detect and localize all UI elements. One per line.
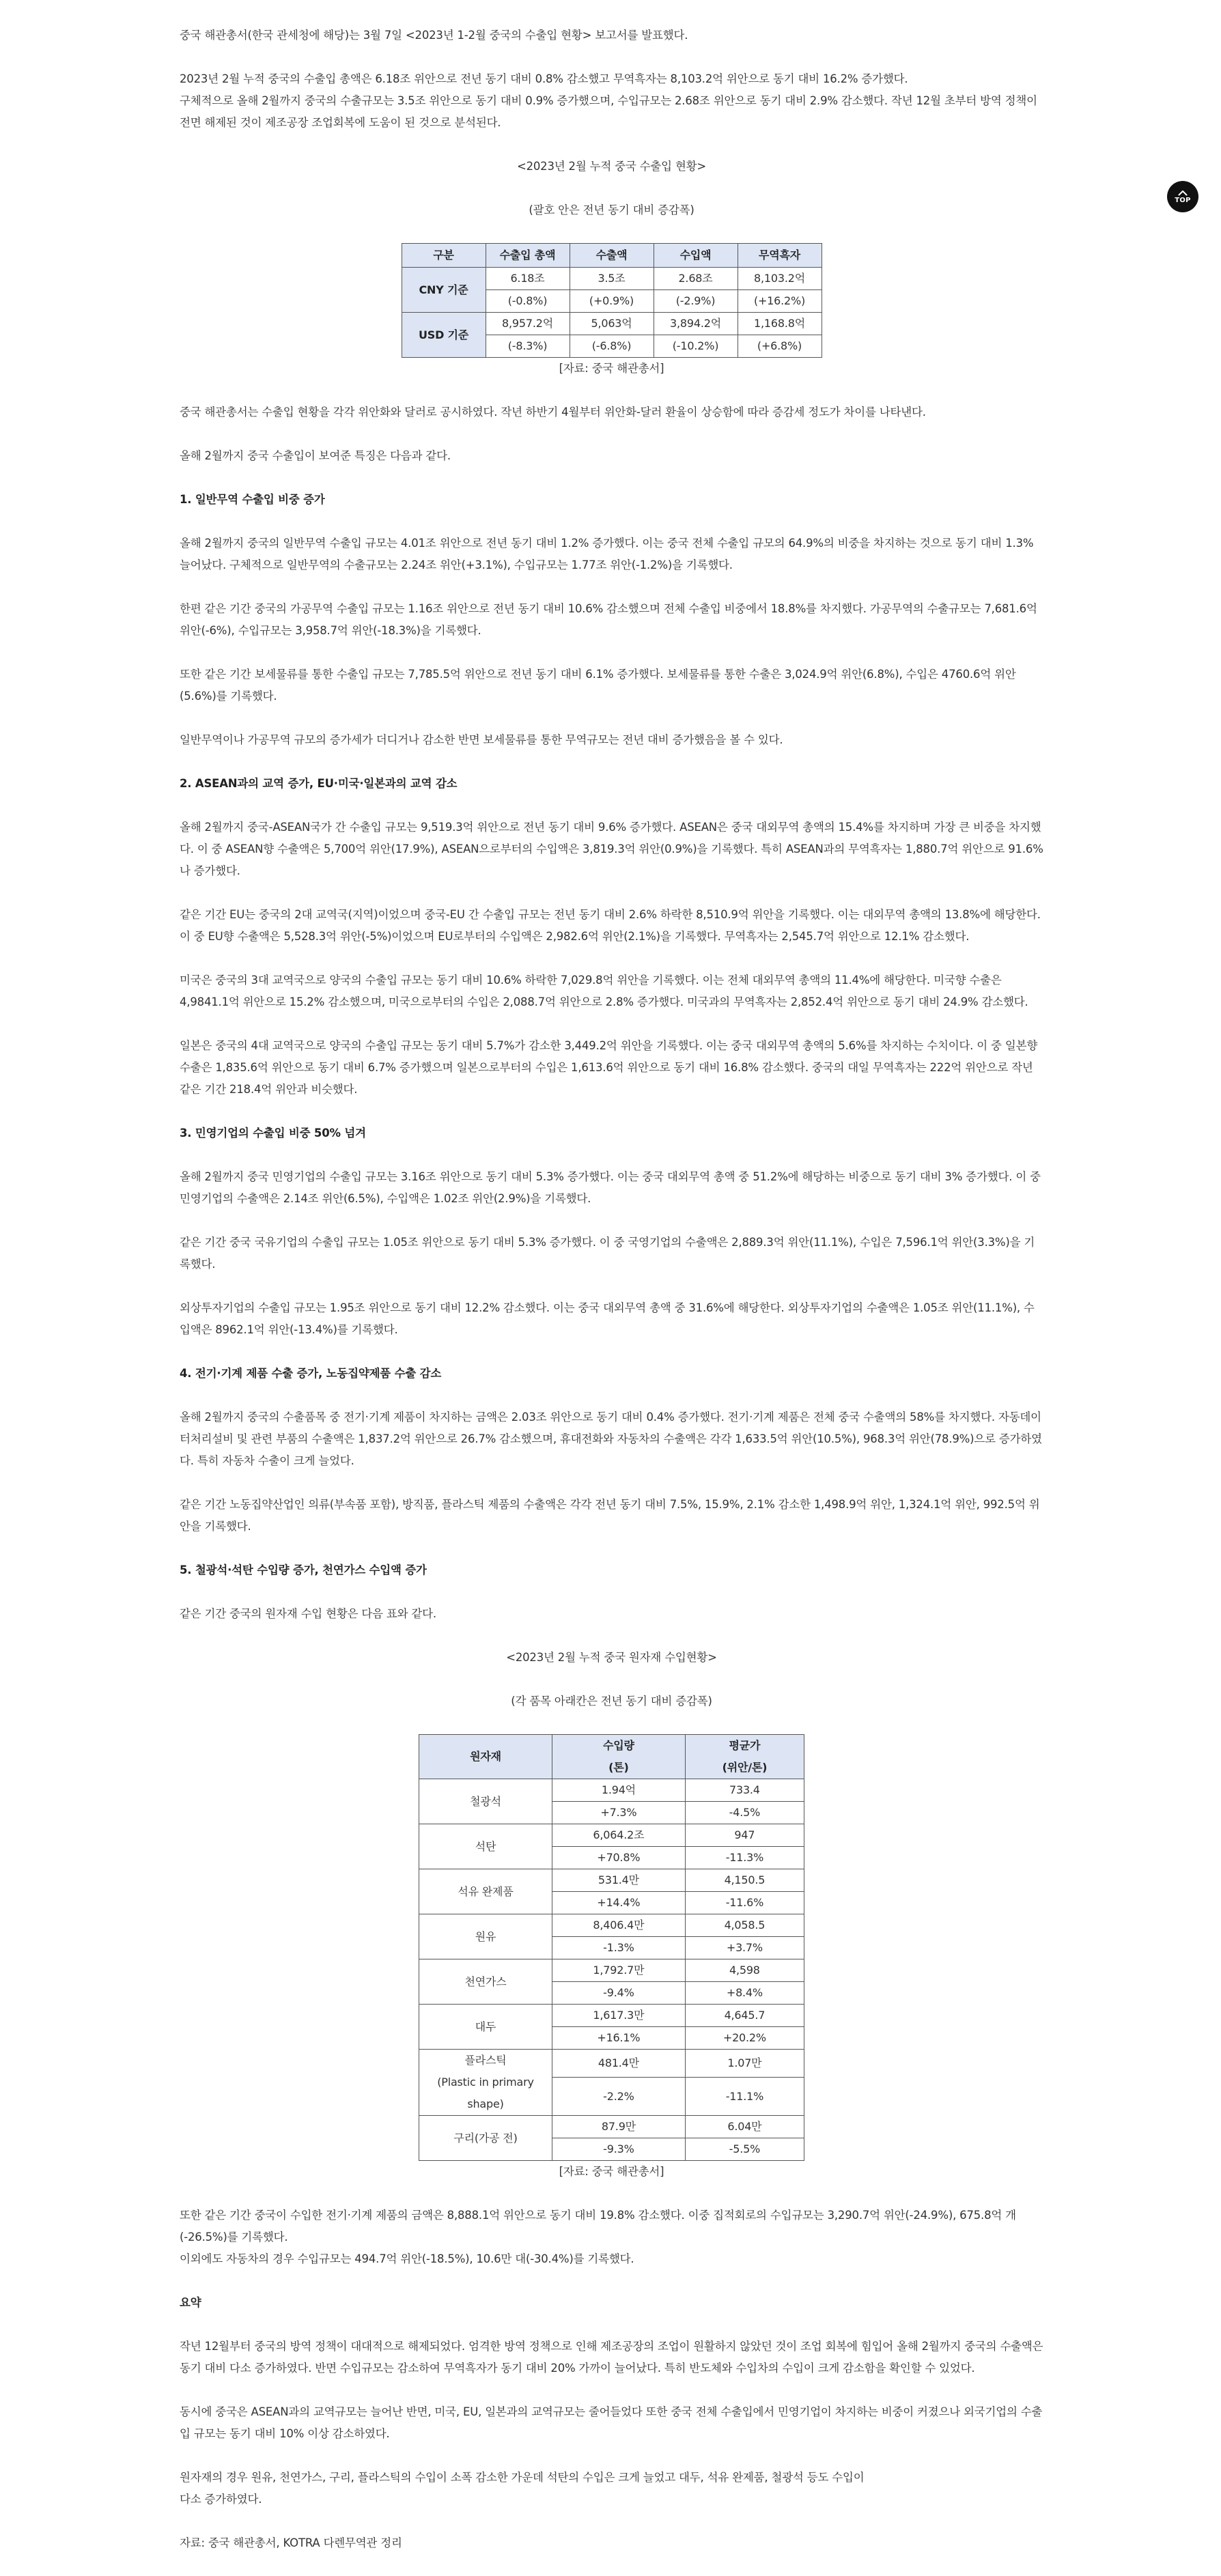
import-quantity-cell: 1,792.7만 xyxy=(552,1959,686,1982)
scroll-to-top-label: TOP xyxy=(1175,196,1191,204)
table-caption: <2023년 2월 누적 중국 원자재 수입현황> xyxy=(506,1651,717,1664)
material-name-cell: 원유 xyxy=(419,1914,552,1959)
body-paragraph: 일반무역이나 가공무역 규모의 증가세가 더디거나 감소한 반면 보세물류를 통한 무역규모는 전년 대비 증가했음을 볼 수 있다. xyxy=(180,733,783,746)
body-paragraph: 같은 기간 노동집약산업인 의류(부속품 포함), 방직품, 플라스틱 제품의 수출액은 각각 전년 동기 대비 7.5%, 15.9%, 2.1% 감소한 1,498.9억 위안, 1,324.1억 위안, 992.5억 위안을 기록했다. xyxy=(180,1498,1040,1533)
summary-paragraph: 다소 증가하였다. xyxy=(180,2493,262,2506)
row-label-cny: CNY 기준 xyxy=(402,268,486,313)
price-change-cell: -5.5% xyxy=(685,2138,804,2161)
body-paragraph: 일본은 중국의 4대 교역국으로 양국의 수출입 규모는 동기 대비 5.7%가 감소한 3,449.2억 위안을 기록했다. 이는 중국 대외무역 총액의 5.6%를 차지하는 수치이다. 이 중 일본향 수출은 1,835.6억 위안으로 동기 대비 6.7% 증가했으며 일본으로부터의 수입은 1,613.6억 위안으로 동기 대비 16.8% 감소했다. 중국의 대일 무역흑자는 222억 위안으로 작년 같은 기간 218.4억 위안과 비슷했다. xyxy=(180,1039,1038,1096)
body-paragraph: 중국 해관총서는 수출입 현황을 각각 위안화와 달러로 공시하였다. 작년 하반기 4월부터 위안화-달러 환율이 상승함에 따라 증감세 정도가 차이를 나타낸다. xyxy=(180,406,926,419)
table-cell: 1,168.8억 xyxy=(738,313,822,335)
table-cell: 8,103.2억 xyxy=(738,268,822,290)
table-header-cell: 수출액 xyxy=(570,244,654,268)
import-quantity-cell: 8,406.4만 xyxy=(552,1914,686,1937)
price-change-cell: +8.4% xyxy=(685,1982,804,2005)
body-paragraph: 같은 기간 중국의 원자재 수입 현황은 다음 표와 같다. xyxy=(180,1607,436,1620)
table-cell: 8,957.2억 xyxy=(486,313,570,335)
intro-paragraph: 중국 해관총서(한국 관세청에 해당)는 3월 7일 <2023년 1-2월 중국의 수출입 현황> 보고서를 발표했다. xyxy=(180,29,688,42)
quantity-change-cell: -9.3% xyxy=(552,2138,686,2161)
material-name-cell: 철광석 xyxy=(419,1779,552,1824)
table-cell: 3.5조 xyxy=(570,268,654,290)
table-row xyxy=(419,1779,804,1802)
table-cell: 2.68조 xyxy=(654,268,738,290)
body-paragraph: 같은 기간 중국 국유기업의 수출입 규모는 1.05조 위안으로 동기 대비 5.3% 증가했다. 이 중 국영기업의 수출액은 2,889.3억 위안(11.1%), 수입은 7,596.1억 위안(3.3%)을 기록했다. xyxy=(180,1236,1035,1271)
quantity-change-cell: -2.2% xyxy=(552,2078,686,2116)
material-name-cell: 구리(가공 전) xyxy=(419,2116,552,2161)
intro-paragraph: 구체적으로 올해 2월까지 중국의 수출규모는 3.5조 위안으로 동기 대비 0.9% 증가했으며, 수입규모는 2.68조 위안으로 동기 대비 2.9% 감소했다. 작년 12월 초부터 방역 정책이 전면 해제된 것이 제조공장 조업회복에 도움이 된 것으로 분석된다. xyxy=(180,94,1037,129)
import-quantity-cell: 1,617.3만 xyxy=(552,2005,686,2027)
quantity-change-cell: +7.3% xyxy=(552,1802,686,1824)
raw-material-table-body xyxy=(419,1779,804,2161)
average-price-cell: 4,058.5 xyxy=(685,1914,804,1937)
table-row xyxy=(419,1824,804,1847)
quantity-change-cell: -9.4% xyxy=(552,1982,686,2005)
table-cell: 3,894.2억 xyxy=(654,313,738,335)
average-price-cell: 1.07만 xyxy=(685,2050,804,2078)
row-label-usd: USD 기준 xyxy=(402,313,486,358)
table-header-cell: 무역흑자 xyxy=(738,244,822,268)
body-paragraph: 올해 2월까지 중국 민영기업의 수출입 규모는 3.16조 위안으로 동기 대비 5.3% 증가했다. 이는 중국 대외무역 총액 중 51.2%에 해당하는 비중으로 동기 대비 3% 증가했다. 이 중 민영기업의 수출액은 2.14조 위안(6.5%), 수입액은 1.02조 위안(2.9%)을 기록했다. xyxy=(180,1170,1041,1205)
table-row xyxy=(402,268,822,290)
table-header-cell: 구분 xyxy=(402,244,486,268)
section-heading: 2. ASEAN과의 교역 증가, EU·미국·일본과의 교역 감소 xyxy=(180,777,458,790)
raw-material-table xyxy=(419,1734,804,2161)
average-price-cell: 947 xyxy=(685,1824,804,1847)
table-caption: <2023년 2월 누적 중국 수출입 현황> xyxy=(516,160,707,173)
table-cell-change: (-10.2%) xyxy=(654,335,738,358)
chevron-up-icon xyxy=(1178,190,1188,196)
average-price-cell: 733.4 xyxy=(685,1779,804,1802)
body-paragraph: 미국은 중국의 3대 교역국으로 양국의 수출입 규모는 동기 대비 10.6% 하락한 7,029.8억 위안을 기록했다. 이는 전체 대외무역 총액의 11.4%에 해당한다. 미국향 수출은 4,9841.1억 위안으로 15.2% 감소했으며, 미국으로부터의 수입은 2,088.7억 위안으로 2.8% 증가했다. 미국과의 무역흑자는 2,852.4억 위안으로 동기 대비 24.9% 감소했다. xyxy=(180,974,1028,1008)
table-cell-change: (+16.2%) xyxy=(738,290,822,313)
table-cell-change: (-8.3%) xyxy=(486,335,570,358)
material-name-cell: 석탄 xyxy=(419,1824,552,1869)
table-row xyxy=(419,2050,804,2078)
table-cell-change: (+0.9%) xyxy=(570,290,654,313)
table-header-cell: 수출입 총액 xyxy=(486,244,570,268)
table-cell: 5,063억 xyxy=(570,313,654,335)
table-cell-change: (-6.8%) xyxy=(570,335,654,358)
table-row xyxy=(419,2116,804,2138)
section-heading: 5. 철광석·석탄 수입량 증가, 천연가스 수입액 증가 xyxy=(180,1563,427,1576)
table-header-cell: 원자재 xyxy=(419,1735,552,1779)
quantity-change-cell: +70.8% xyxy=(552,1847,686,1869)
average-price-cell: 4,150.5 xyxy=(685,1869,804,1892)
summary-paragraph: 작년 12월부터 중국의 방역 정책이 대대적으로 해제되었다. 엄격한 방역 정책으로 인해 제조공장의 조업이 원활하지 않았던 것이 조업 회복에 힘입어 올해 2월까지 중국의 수출액은 동기 대비 다소 증가하였다. 반면 수입규모는 감소하여 무역흑자가 동기 대비 20% 가까이 늘어났다. 특히 반도체와 수입차의 수입이 크게 감소함을 확인할 수 있었다. xyxy=(180,2340,1043,2375)
body-paragraph: 올해 2월까지 중국의 수출품목 중 전기·기계 제품이 차지하는 금액은 2.03조 위안으로 동기 대비 0.4% 증가했다. 전기·기계 제품은 전체 중국 수출액의 58%를 차지했다. 자동데이터처리설비 및 관련 부품의 수출액은 1,837.2억 위안으로 26.7% 감소했으며, 휴대전화와 자동차의 수출액은 각각 1,633.5억 위안(10.5%), 968.3억 위안(78.9%)으로 증가하였다. 특히 자동차 수출이 크게 늘었다. xyxy=(180,1411,1042,1467)
quantity-change-cell: +14.4% xyxy=(552,1892,686,1914)
table-subcaption: (각 품목 아래칸은 전년 동기 대비 증감폭) xyxy=(511,1695,712,1708)
table-row xyxy=(419,1914,804,1937)
scroll-to-top-button[interactable] xyxy=(1167,181,1198,212)
article-source: 자료: 중국 해관총서, KOTRA 다렌무역관 정리 xyxy=(180,2536,402,2549)
section-heading: 4. 전기·기계 제품 수출 증가, 노동집약제품 수출 감소 xyxy=(180,1367,442,1380)
table-cell: 6.18조 xyxy=(486,268,570,290)
price-change-cell: +3.7% xyxy=(685,1937,804,1959)
table-source: [자료: 중국 해관총서] xyxy=(559,362,664,375)
material-name-cell: 플라스틱 (Plastic in primary shape) xyxy=(419,2050,552,2116)
table-cell-change: (-0.8%) xyxy=(486,290,570,313)
body-paragraph: 올해 2월까지 중국의 일반무역 수출입 규모는 4.01조 위안으로 전년 동기 대비 1.2% 증가했다. 이는 중국 전체 수출입 규모의 64.9%의 비중을 차지하는 것으로 동기 대비 1.3% 늘어났다. 구체적으로 일반무역의 수출규모는 2.24조 위안(+3.1%), 수입규모는 1.77조 위안(-1.2%)을 기록했다. xyxy=(180,537,1034,571)
table-cell-change: (+6.8%) xyxy=(738,335,822,358)
body-paragraph: 외상투자기업의 수출입 규모는 1.95조 위안으로 동기 대비 12.2% 감소했다. 이는 중국 대외무역 총액 중 31.6%에 해당한다. 외상투자기업의 수출액은 1.05조 위안(11.1%), 수입액은 8962.1억 위안(-13.4%)를 기록했다. xyxy=(180,1301,1035,1336)
material-name-cell: 천연가스 xyxy=(419,1959,552,2005)
table-header-row xyxy=(419,1735,804,1779)
table-row xyxy=(419,2005,804,2027)
average-price-cell: 6.04만 xyxy=(685,2116,804,2138)
quantity-change-cell: +16.1% xyxy=(552,2027,686,2050)
price-change-cell: -11.3% xyxy=(685,1847,804,1869)
import-quantity-cell: 531.4만 xyxy=(552,1869,686,1892)
table-header-row xyxy=(402,244,822,268)
import-quantity-cell: 87.9만 xyxy=(552,2116,686,2138)
table-header-cell: 평균가 (위안/톤) xyxy=(685,1735,804,1779)
table-header-cell: 수입량 (톤) xyxy=(552,1735,686,1779)
price-change-cell: -4.5% xyxy=(685,1802,804,1824)
price-change-cell: +20.2% xyxy=(685,2027,804,2050)
section-heading: 3. 민영기업의 수출입 비중 50% 넘겨 xyxy=(180,1127,366,1140)
raw-material-table-block xyxy=(180,1647,1043,2183)
price-change-cell: -11.6% xyxy=(685,1892,804,1914)
table-source: [자료: 중국 해관총서] xyxy=(559,2165,664,2178)
summary-paragraph: 동시에 중국은 ASEAN과의 교역규모는 늘어난 반면, 미국, EU, 일본과의 교역규모는 줄어들었다 또한 중국 전체 수출입에서 민영기업이 차지하는 비중이 커졌으나 외국기업의 수출입 규모는 동기 대비 10% 이상 감소하였다. xyxy=(180,2405,1043,2440)
price-change-cell: -11.1% xyxy=(685,2078,804,2116)
material-name-cell: 석유 완제품 xyxy=(419,1869,552,1914)
summary-heading: 요약 xyxy=(180,2296,201,2309)
body-paragraph: 올해 2월까지 중국 수출입이 보여준 특징은 다음과 같다. xyxy=(180,449,451,462)
body-paragraph: 또한 같은 기간 중국이 수입한 전기·기계 제품의 금액은 8,888.1억 위안으로 동기 대비 19.8% 감소했다. 이중 집적회로의 수입규모는 3,290.7억 위안(-24.9%), 675.8억 개(-26.5%)를 기록했다. xyxy=(180,2209,1016,2244)
table-subcaption: (괄호 안은 전년 동기 대비 증감폭) xyxy=(529,203,694,216)
article-body xyxy=(180,25,1043,2576)
table-row xyxy=(419,1869,804,1892)
import-quantity-cell: 6,064.2조 xyxy=(552,1824,686,1847)
body-paragraph: 또한 같은 기간 보세물류를 통한 수출입 규모는 7,785.5억 위안으로 전년 동기 대비 6.1% 증가했다. 보세물류를 통한 수출은 3,024.9억 위안(6.8%), 수입은 4760.6억 위안(5.6%)를 기록했다. xyxy=(180,668,1016,703)
intro-paragraph: 2023년 2월 누적 중국의 수출입 총액은 6.18조 위안으로 전년 동기 대비 0.8% 감소했고 무역흑자는 8,103.2억 위안으로 동기 대비 16.2% 증가했다. xyxy=(180,72,908,85)
trade-summary-table-block xyxy=(180,156,1043,380)
average-price-cell: 4,645.7 xyxy=(685,2005,804,2027)
body-paragraph: 같은 기간 EU는 중국의 2대 교역국(지역)이었으며 중국-EU 간 수출입 규모는 전년 동기 대비 2.6% 하락한 8,510.9억 위안을 기록했다. 이는 대외무역 총액의 13.8%에 해당한다. 이 중 EU향 수출액은 5,528.3억 위안(-5%)이었으며 EU로부터의 수입액은 2,982.6억 위안(2.1%)을 기록했다. 무역흑자는 2,545.7억 위안으로 12.1% 감소했다. xyxy=(180,908,1041,943)
import-quantity-cell: 481.4만 xyxy=(552,2050,686,2078)
summary-paragraph: 원자재의 경우 원유, 천연가스, 구리, 플라스틱의 수입이 소폭 감소한 가운데 석탄의 수입은 크게 늘었고 대두, 석유 완제품, 철광석 등도 수입이 xyxy=(180,2471,865,2484)
table-header-cell: 수입액 xyxy=(654,244,738,268)
table-row xyxy=(419,1959,804,1982)
trade-summary-table xyxy=(402,243,822,358)
import-quantity-cell: 1.94억 xyxy=(552,1779,686,1802)
body-paragraph: 한편 같은 기간 중국의 가공무역 수출입 규모는 1.16조 위안으로 전년 동기 대비 10.6% 감소했으며 전체 수출입 비중에서 18.8%를 차지했다. 가공무역의 수출규모는 7,681.6억 위안(-6%), 수입규모는 3,958.7억 위안(-18.3%)을 기록했다. xyxy=(180,602,1037,637)
table-cell-change: (-2.9%) xyxy=(654,290,738,313)
table-row xyxy=(402,313,822,335)
section-heading: 1. 일반무역 수출입 비중 증가 xyxy=(180,493,325,506)
average-price-cell: 4,598 xyxy=(685,1959,804,1982)
body-paragraph: 이외에도 자동차의 경우 수입규모는 494.7억 위안(-18.5%), 10.6만 대(-30.4%)를 기록했다. xyxy=(180,2252,634,2265)
material-name-cell: 대두 xyxy=(419,2005,552,2050)
quantity-change-cell: -1.3% xyxy=(552,1937,686,1959)
body-paragraph: 올해 2월까지 중국-ASEAN국가 간 수출입 규모는 9,519.3억 위안으로 전년 동기 대비 9.6% 증가했다. ASEAN은 중국 대외무역 총액의 15.4%를 차지하며 가장 큰 비중을 차지했다. 이 중 ASEAN향 수출액은 5,700억 위안(17.9%), ASEAN으로부터의 수입액은 3,819.3억 위안(0.9%)을 기록했다. 특히 ASEAN과의 무역흑자는 1,880.7억 위안으로 91.6%나 증가했다. xyxy=(180,821,1043,877)
